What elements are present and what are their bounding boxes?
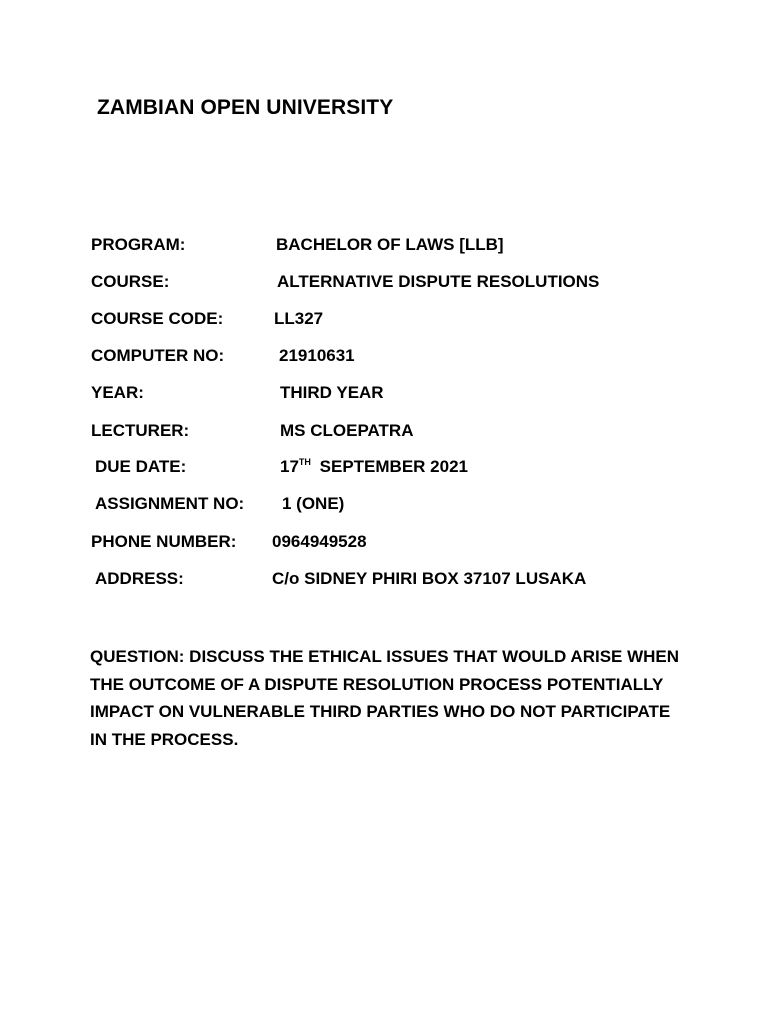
due-date-label: DUE DATE:	[95, 457, 187, 476]
course-code-label: COURSE CODE:	[91, 309, 224, 328]
assignment-question: QUESTION: DISCUSS THE ETHICAL ISSUES THAT WOULD ARISE WHEN THE OUTCOME OF A DISPUTE RESOLUTION PROCESS POTENTIALLY IMPACT ON VULNERABLE THIRD PARTIES WHO DO NOT PARTICIPATE IN THE PROCESS.	[90, 647, 680, 749]
due-date-day: 17	[280, 457, 299, 476]
year-value: THIRD YEAR	[280, 383, 384, 402]
assignment-no-label: ASSIGNMENT NO:	[95, 494, 245, 513]
university-title: ZAMBIAN OPEN UNIVERSITY	[97, 96, 394, 119]
course-code-value: LL327	[274, 309, 324, 328]
field-address	[0, 567, 768, 591]
field-program	[0, 233, 768, 257]
computer-no-label: COMPUTER NO:	[91, 346, 225, 365]
computer-no-value: 21910631	[279, 346, 355, 365]
field-due-date	[0, 455, 768, 479]
phone-number-label: PHONE NUMBER:	[91, 532, 237, 551]
program-value: BACHELOR OF LAWS [LLB]	[276, 235, 504, 254]
course-value: ALTERNATIVE DISPUTE RESOLUTIONS	[277, 272, 600, 291]
field-course	[0, 270, 768, 294]
lecturer-value: MS CLOEPATRA	[280, 421, 414, 440]
field-year	[0, 381, 768, 405]
program-label: PROGRAM:	[91, 235, 186, 254]
field-course-code	[0, 307, 768, 331]
assignment-no-value: 1 (ONE)	[282, 494, 345, 513]
field-phone-number	[0, 530, 768, 554]
phone-number-value: 0964949528	[272, 532, 367, 551]
course-label: COURSE:	[91, 272, 170, 291]
address-value: C/o SIDNEY PHIRI BOX 37107 LUSAKA	[272, 569, 587, 588]
field-lecturer	[0, 419, 768, 443]
field-assignment-no	[0, 492, 768, 516]
address-label: ADDRESS:	[95, 569, 184, 588]
year-label: YEAR:	[91, 383, 144, 402]
due-date-value	[280, 455, 468, 479]
lecturer-label: LECTURER:	[91, 421, 190, 440]
due-date-ordinal-suffix: TH	[298, 457, 311, 467]
due-date-month-year: SEPTEMBER 2021	[319, 457, 468, 476]
field-computer-no	[0, 344, 768, 368]
